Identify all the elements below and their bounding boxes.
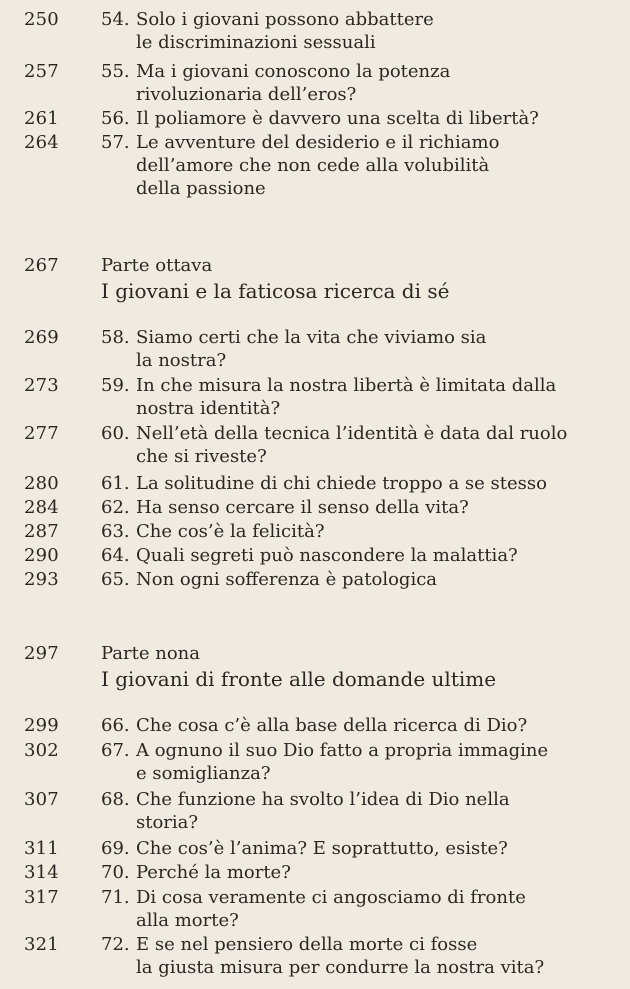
entry-title	[136, 60, 606, 106]
entry-page-number: 307	[24, 789, 59, 810]
entry-title-line: Non ogni sofferenza è patologica	[136, 569, 438, 590]
entry-number: 68.	[101, 789, 130, 810]
entry-page-number: 311	[24, 838, 59, 859]
entry-title	[136, 861, 606, 884]
entry-title-line: Di cosa veramente ci angosciamo di fronte	[136, 887, 526, 908]
entry-title	[136, 472, 606, 495]
entry-number: 63.	[101, 521, 130, 542]
entry-title	[136, 788, 606, 834]
entry-page-number: 269	[24, 327, 59, 348]
entry-title-line: A ognuno il suo Dio fatto a propria immagine	[136, 740, 549, 761]
entry-number: 59.	[101, 375, 130, 396]
entry-number: 65.	[101, 569, 130, 590]
entry-title-line: la nostra?	[136, 350, 227, 371]
entry-number: 62.	[101, 497, 130, 518]
entry-page-number: 299	[24, 715, 59, 736]
entry-title	[136, 8, 606, 54]
entry-title-line: dell’amore che non cede alla volubilità	[136, 155, 490, 176]
part-page-number: 267	[24, 255, 59, 276]
entry-title	[136, 422, 606, 468]
entry-title-line: Ma i giovani conoscono la potenza	[136, 61, 451, 82]
entry-title-line: Perché la morte?	[136, 862, 291, 883]
entry-title	[136, 131, 606, 200]
entry-number: 56.	[101, 108, 130, 129]
entry-page-number: 290	[24, 545, 59, 566]
entry-number: 61.	[101, 473, 130, 494]
entry-title-line: alla morte?	[136, 910, 239, 931]
entry-title	[136, 520, 606, 543]
part-page-number: 297	[24, 643, 59, 664]
entry-number: 72.	[101, 934, 130, 955]
entry-number: 55.	[101, 61, 130, 82]
entry-number: 70.	[101, 862, 130, 883]
entry-title-line: Il poliamore è davvero una scelta di libertà?	[136, 108, 539, 129]
entry-page-number: 273	[24, 375, 59, 396]
entry-title-line: che si riveste?	[136, 446, 267, 467]
entry-page-number: 284	[24, 497, 59, 518]
entry-title	[136, 837, 606, 860]
entry-title-line: Che funzione ha svolto l’idea di Dio nella	[136, 789, 510, 810]
entry-number: 67.	[101, 740, 130, 761]
entry-title-line: Che cosa c’è alla base della ricerca di Dio?	[136, 715, 528, 736]
entry-title	[136, 739, 606, 785]
entry-title-line: Che cos’è la felicità?	[136, 521, 325, 542]
entry-title-line: Nell’età della tecnica l’identità è data dal ruolo	[136, 423, 568, 444]
entry-title	[136, 933, 606, 979]
part-label: Parte nona	[101, 643, 200, 664]
entry-page-number: 277	[24, 423, 59, 444]
entry-title	[136, 326, 606, 372]
entry-number: 54.	[101, 9, 130, 30]
entry-page-number: 314	[24, 862, 59, 883]
entry-number: 71.	[101, 887, 130, 908]
entry-number: 69.	[101, 838, 130, 859]
entry-page-number: 261	[24, 108, 59, 129]
part-title: I giovani e la faticosa ricerca di sé	[101, 279, 450, 303]
entry-title-line: la giusta misura per condurre la nostra vita?	[136, 957, 545, 978]
entry-title-line: della passione	[136, 178, 266, 199]
entry-title-line: La solitudine di chi chiede troppo a se stesso	[136, 473, 547, 494]
entry-title	[136, 374, 606, 420]
entry-title	[136, 544, 606, 567]
entry-title-line: storia?	[136, 812, 199, 833]
entry-title-line: Quali segreti può nascondere la malattia?	[136, 545, 518, 566]
entry-title-line: rivoluzionaria dell’eros?	[136, 84, 357, 105]
entry-title-line: Solo i giovani possono abbattere	[136, 9, 434, 30]
entry-title-line: Siamo certi che la vita che viviamo sia	[136, 327, 487, 348]
entry-title	[136, 886, 606, 932]
entry-title-line: Ha senso cercare il senso della vita?	[136, 497, 469, 518]
entry-page-number: 302	[24, 740, 59, 761]
entry-title	[136, 568, 606, 591]
entry-title	[136, 714, 606, 737]
entry-page-number: 280	[24, 473, 59, 494]
entry-page-number: 287	[24, 521, 59, 542]
entry-number: 66.	[101, 715, 130, 736]
entry-page-number: 317	[24, 887, 59, 908]
entry-title-line: le discriminazioni sessuali	[136, 32, 376, 53]
entry-title	[136, 107, 606, 130]
entry-number: 57.	[101, 132, 130, 153]
entry-title-line: Le avventure del desiderio e il richiamo	[136, 132, 500, 153]
entry-page-number: 321	[24, 934, 59, 955]
entry-number: 58.	[101, 327, 130, 348]
part-label: Parte ottava	[101, 255, 213, 276]
entry-title-line: Che cos’è l’anima? E soprattutto, esiste?	[136, 838, 508, 859]
entry-title-line: E se nel pensiero della morte ci fosse	[136, 934, 478, 955]
part-title: I giovani di fronte alle domande ultime	[101, 667, 497, 691]
entry-number: 64.	[101, 545, 130, 566]
entry-page-number: 293	[24, 569, 59, 590]
entry-title-line: nostra identità?	[136, 398, 281, 419]
entry-title-line: In che misura la nostra libertà è limitata dalla	[136, 375, 557, 396]
entry-title	[136, 496, 606, 519]
entry-title-line: e somiglianza?	[136, 763, 271, 784]
entry-number: 60.	[101, 423, 130, 444]
entry-page-number: 257	[24, 61, 59, 82]
entry-page-number: 264	[24, 132, 59, 153]
entry-page-number: 250	[24, 9, 59, 30]
